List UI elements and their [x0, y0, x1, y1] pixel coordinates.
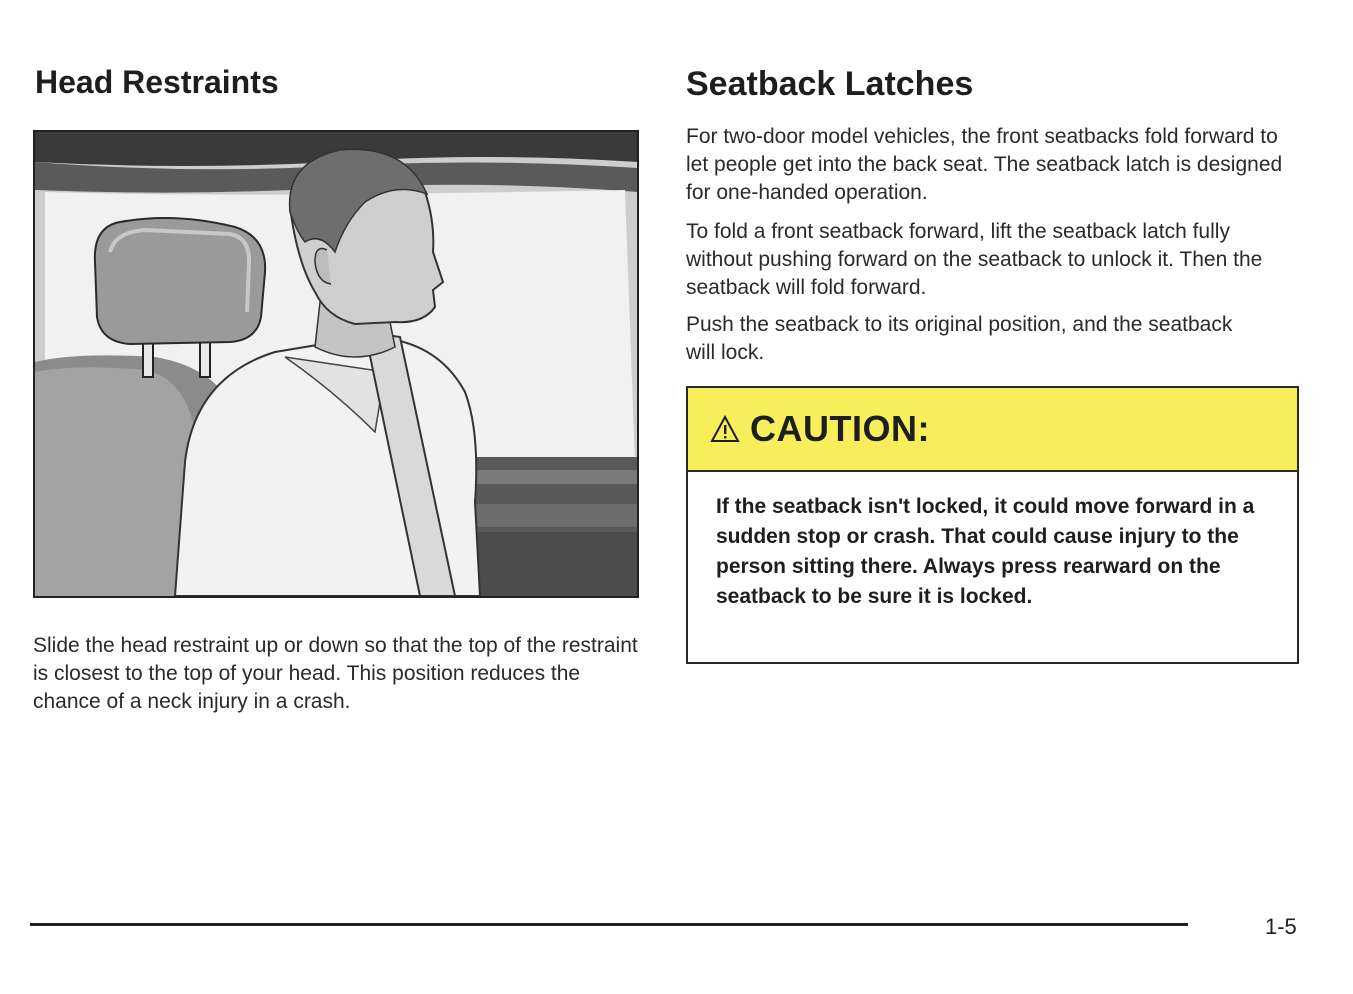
seatback-paragraph-2: To fold a front seatback forward, lift the seatback latch fully without pushing forward on the seatback to unlock it. Then the seatback will fold forward. [686, 220, 1263, 299]
warning-triangle-icon [710, 415, 740, 443]
seatback-paragraph-3: Push the seatback to its original position, and the seatback will lock. [686, 313, 1233, 364]
head-restraint-illustration [33, 130, 639, 598]
seatback-paragraph-1: For two-door model vehicles, the front seatbacks fold forward to let people get into the back seat. The seatback latch is designed for one-handed operation. [686, 125, 1283, 204]
footer-rule [30, 923, 1188, 926]
caution-header [688, 388, 1297, 472]
head-restraints-heading: Head Restraints [35, 64, 279, 100]
caution-text: If the seatback isn't locked, it could move forward in a sudden stop or crash. That could cause injury to the person sitting there. Always press rearward on the seatback to be sure it is locked. [716, 495, 1255, 608]
seatback-latches-heading: Seatback Latches [686, 65, 974, 103]
head-restraint-caption: Slide the head restraint up or down so that the top of the restraint is closest to the top of your head. This position reduces the chance of a neck injury in a crash. [33, 634, 638, 713]
caution-box [686, 386, 1299, 664]
page-number: 1-5 [1265, 914, 1297, 939]
caution-title: CAUTION: [750, 408, 930, 449]
